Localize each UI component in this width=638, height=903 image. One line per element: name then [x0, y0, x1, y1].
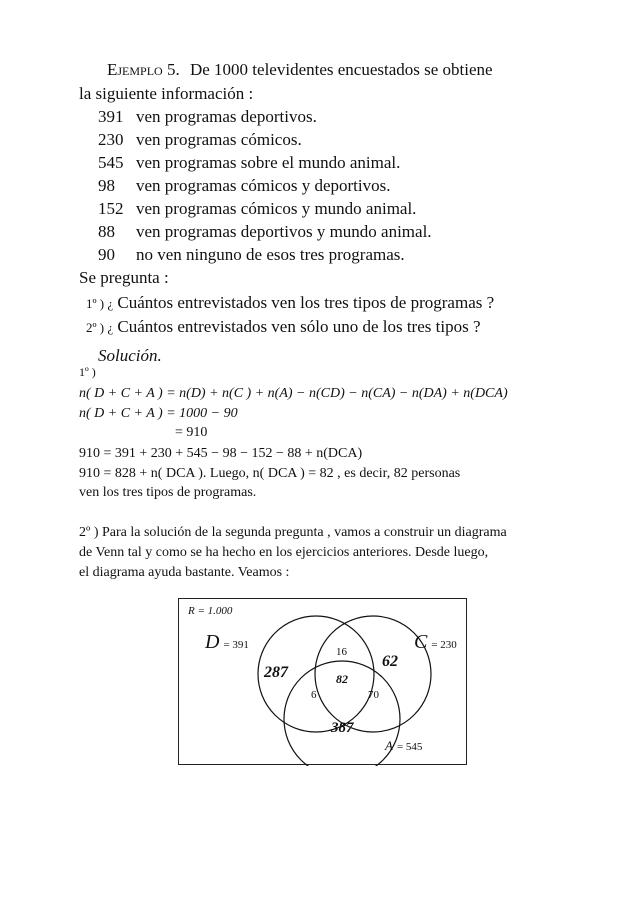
example-number: 5.: [166, 60, 180, 79]
equation-5: 910 = 828 + n( DCA ). Luego, n( DCA ) = 82 , es decir, 82 personas: [79, 466, 461, 481]
list-item: 230 ven programas cómicos.: [98, 130, 302, 149]
example-intro-2: la siguiente información :: [79, 84, 254, 103]
venn-only-c: 62: [382, 653, 398, 670]
example-title: Ejemplo: [107, 60, 163, 79]
equation-3: = 910: [175, 425, 208, 440]
venn-c-a: 70: [368, 689, 379, 701]
venn-only-a: 387: [331, 720, 354, 736]
question-2: 2º ) ¿ Cuántos entrevistados ven sólo uno de los tres tipos ?: [86, 317, 481, 336]
part2-line-1: 2º ) Para la solución de la segunda pregunta , vamos a construir un diagrama: [79, 525, 507, 540]
equation-6: ven los tres tipos de programas.: [79, 485, 257, 500]
list-item: 98 ven programas cómicos y deportivos.: [98, 176, 391, 195]
venn-only-d: 287: [264, 664, 288, 681]
part2-line-3: el diagrama ayuda bastante. Veamos :: [79, 565, 290, 580]
venn-label-a: A = 545: [385, 738, 423, 753]
part2-line-2: de Venn tal y como se ha hecho en los ejercicios anteriores. Desde luego,: [79, 545, 489, 560]
equation-4: 910 = 391 + 230 + 545 − 98 − 152 − 88 + n(DCA): [79, 446, 363, 461]
venn-universe: R = 1.000: [188, 605, 233, 617]
equation-2: n( D + C + A ) = 1000 − 90: [79, 406, 238, 421]
venn-diagram: [178, 598, 467, 765]
example-heading: [107, 60, 493, 80]
venn-label-c: C = 230: [414, 631, 457, 653]
venn-dca: 82: [336, 672, 348, 686]
equation-1: n( D + C + A ) = n(D) + n(C ) + n(A) − n(CD) − n(CA) − n(DA) + n(DCA): [79, 386, 508, 401]
solution-heading: Solución.: [98, 346, 162, 365]
venn-d-a: 6: [311, 689, 317, 701]
question-1: 1º ) ¿ Cuántos entrevistados ven los tres tipos de programas ?: [86, 293, 495, 312]
part1-label: 1º ): [79, 365, 96, 379]
venn-label-d: D = 391: [205, 631, 249, 653]
example-intro-1: De 1000 televidentes encuestados se obtiene: [189, 60, 493, 79]
list-item: 391 ven programas deportivos.: [98, 107, 317, 126]
list-item: 545 ven programas sobre el mundo animal.: [98, 153, 401, 172]
questions-label: Se pregunta :: [79, 268, 169, 287]
list-item: 88 ven programas deportivos y mundo animal.: [98, 222, 432, 241]
venn-svg: [179, 599, 468, 766]
list-item: 90 no ven ninguno de esos tres programas.: [98, 245, 405, 264]
list-item: 152 ven programas cómicos y mundo animal.: [98, 199, 417, 218]
venn-d-c: 16: [336, 646, 347, 658]
